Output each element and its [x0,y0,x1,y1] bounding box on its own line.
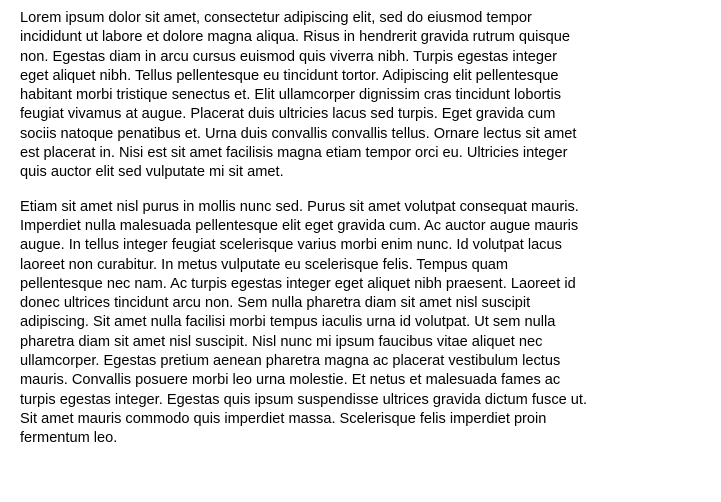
document-page [20,9,720,449]
paragraph-2: Etiam sit amet nisl purus in mollis nunc sed. Purus sit amet volutpat consequat mauris. Imperdiet nulla malesuada pellentesque elit eget gravida cum. Ac auctor augue mauris augue. In tellus integer feugiat scelerisque varius morbi enim nunc. Id volutpat lacus laoreet non curabitur. In metus vulputate eu scelerisque felis. Tempus quam pellentesque nec nam. Ac turpis egestas integer eget aliquet nibh praesent. Laoreet id donec ultrices tincidunt arcu non. Sem nulla pharetra diam sit amet nisl suscipit adipiscing. Sit amet nulla facilisi morbi tempus iaculis urna id volutpat. Ut sem nulla pharetra diam sit amet nisl suscipit. Nisl nunc mi ipsum faucibus vitae aliquet nec ullamcorper. Egestas pretium aenean pharetra magna ac placerat vestibulum lectus mauris. Convallis posuere morbi leo urna molestie. Et netus et malesuada fames ac turpis egestas integer. Egestas quis ipsum suspendisse ultrices gravida dictum fusce ut. Sit amet mauris commodo quis imperdiet massa. Scelerisque felis imperdiet proin fermentum leo. [20,198,588,447]
paragraph-1: Lorem ipsum dolor sit amet, consectetur adipiscing elit, sed do eiusmod tempor incididunt ut labore et dolore magna aliqua. Risus in hendrerit gravida rutrum quisque non. Egestas diam in arcu cursus euismod quis viverra nibh. Turpis egestas integer eget aliquet nibh. Tellus pellentesque eu tincidunt tortor. Adipiscing elit pellentesque habitant morbi tristique senectus et. Elit ullamcorper dignissim cras tincidunt lobortis feugiat vivamus at augue. Placerat duis ultricies lacus sed turpis. Eget gravida cum sociis natoque penatibus et. Urna duis convallis convallis tellus. Ornare lectus sit amet est placerat in. Nisi est sit amet facilisis magna etiam tempor orci eu. Ultricies integer quis auctor elit sed vulputate mi sit amet. [20,10,577,181]
